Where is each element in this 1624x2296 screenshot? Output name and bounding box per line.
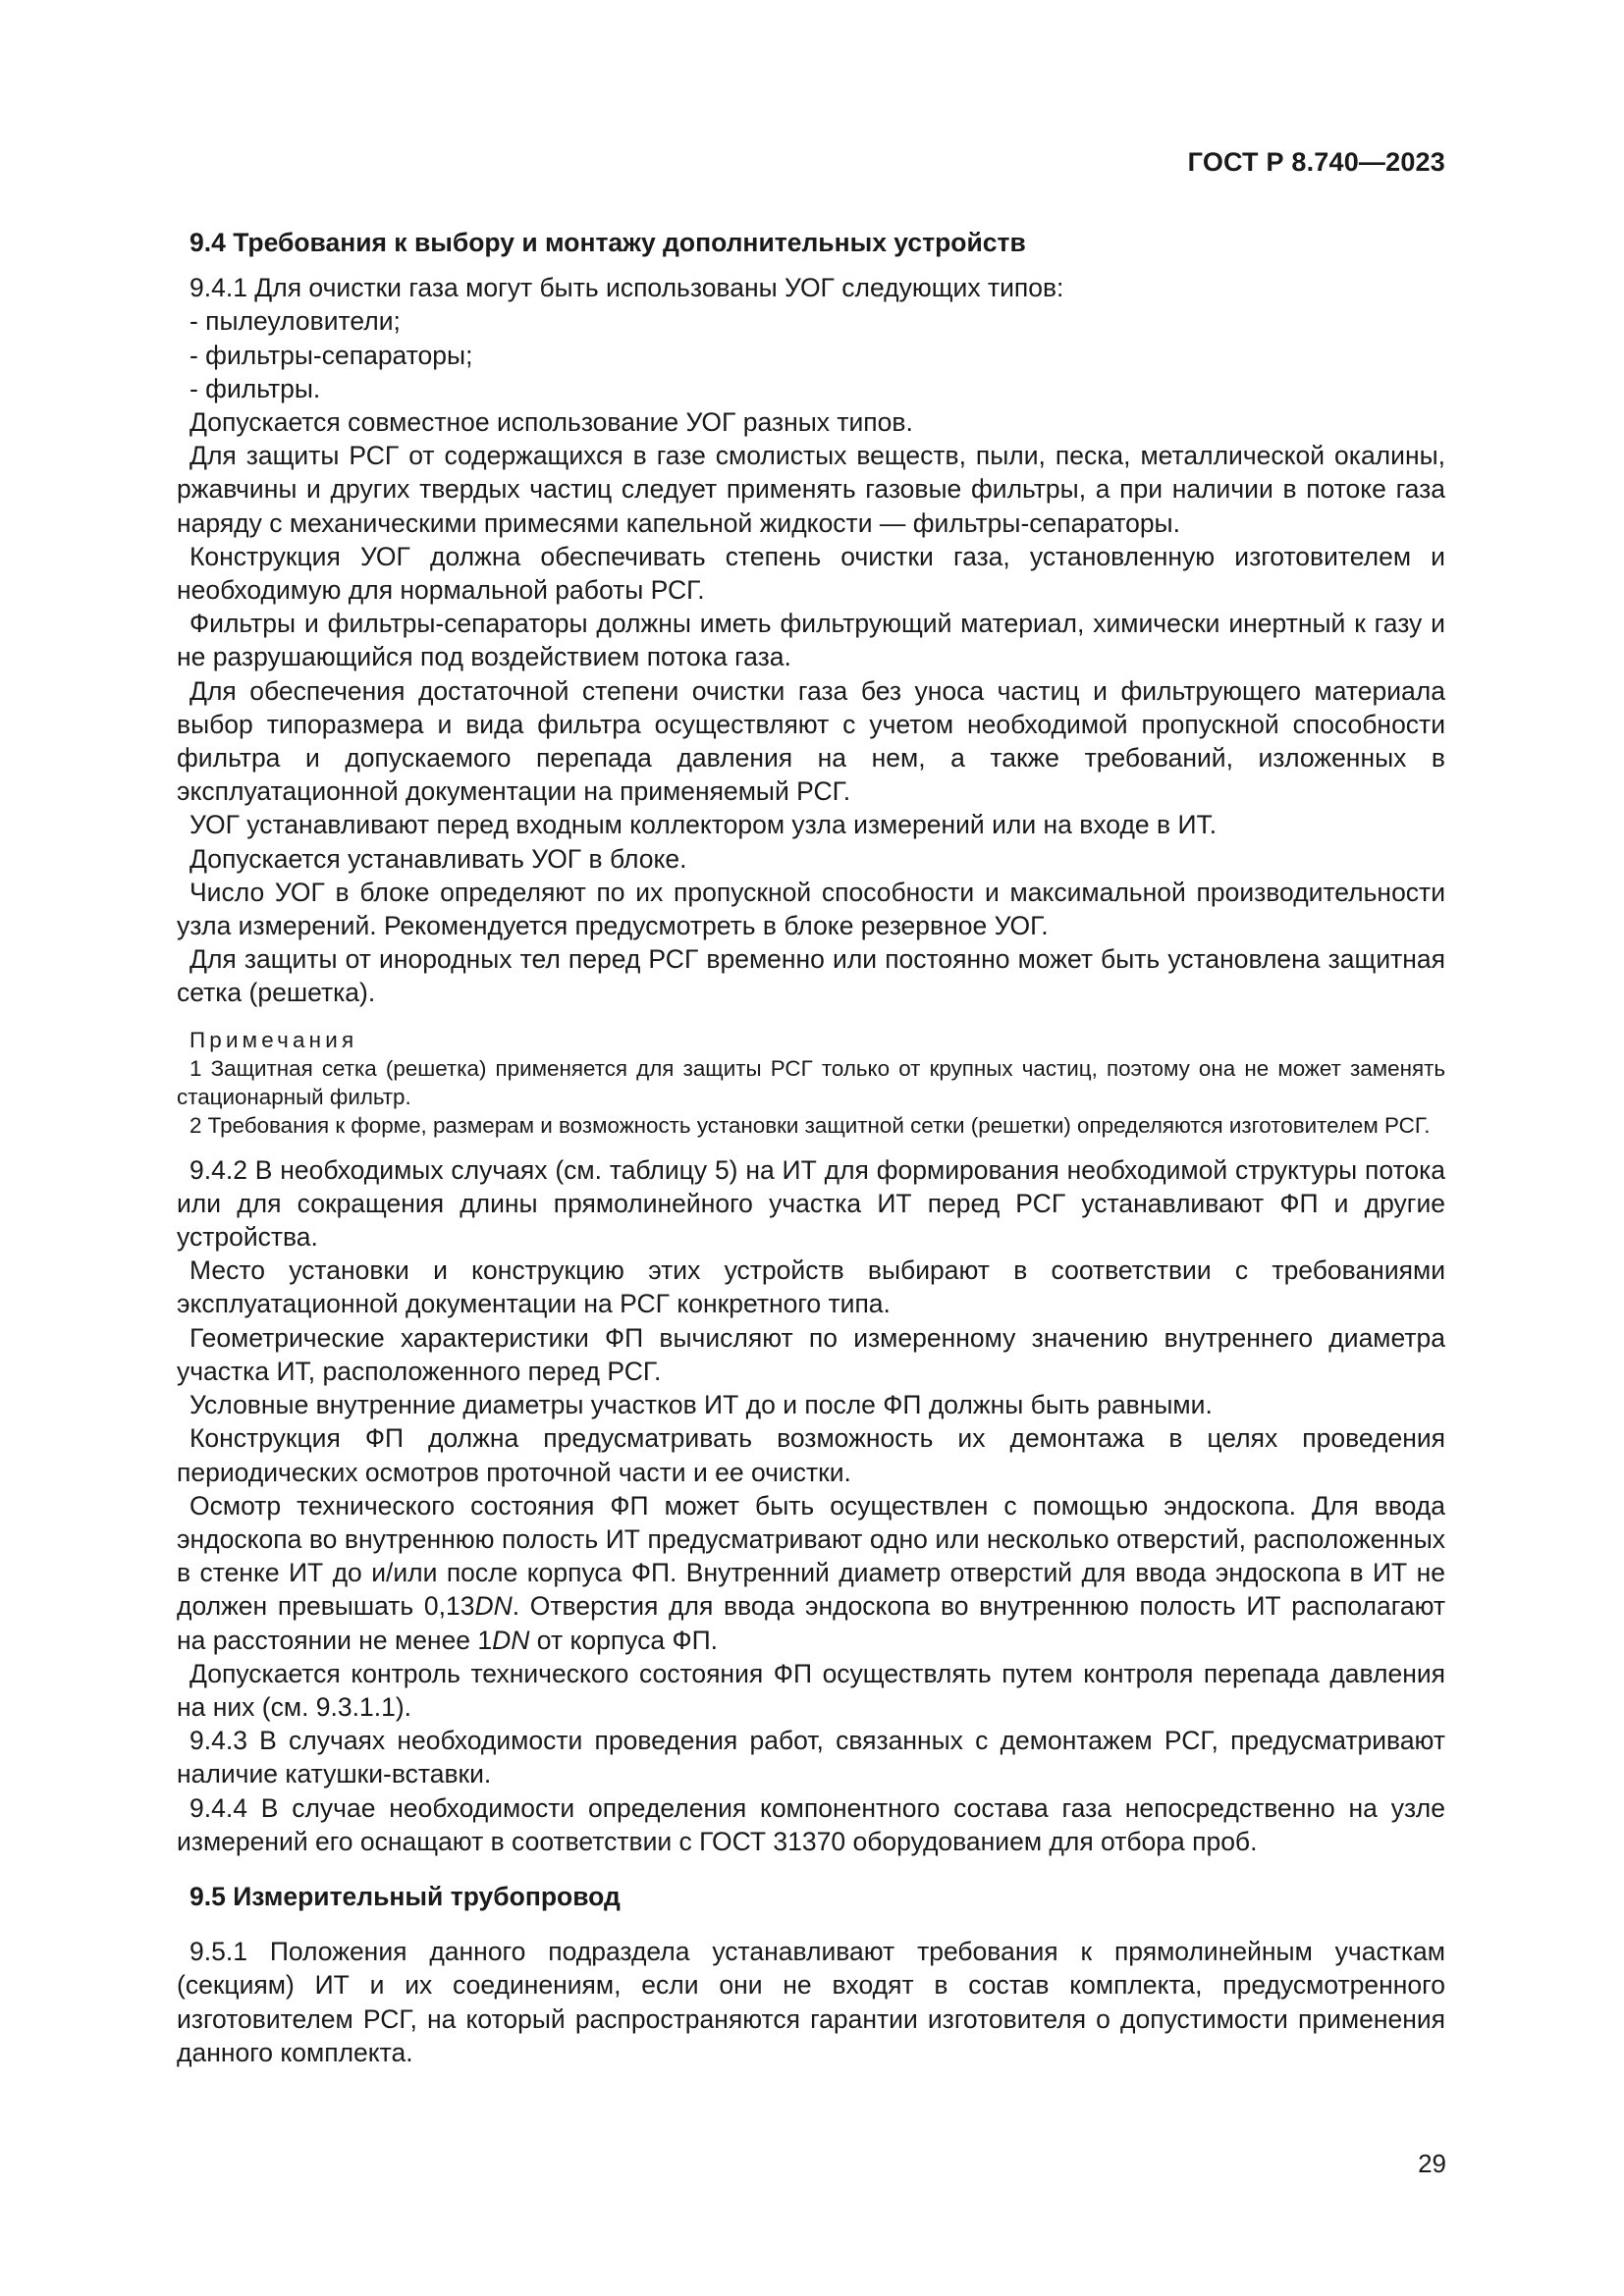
paragraph: Конструкция ФП должна предусматривать возможность их демонтажа в целях проведения периодических осмотров проточной части и ее очистки. xyxy=(177,1423,1445,1487)
paragraph: Допускается контроль технического состояния ФП осуществлять путем контроля перепада давления на них (см. 9.3.1.1). xyxy=(177,1658,1445,1722)
paragraph: Допускается устанавливать УОГ в блоке. xyxy=(189,843,687,874)
list-item: - фильтры-сепараторы; xyxy=(189,340,473,370)
page-number: 29 xyxy=(1418,2149,1446,2178)
list-item: - пылеуловители; xyxy=(189,306,401,337)
text-span: . Отверстия для ввода эндоскопа во внутреннюю полость ИТ располагают на расстоянии не менее 1 xyxy=(177,1591,1445,1655)
paragraph: Фильтры и фильтры-сепараторы должны иметь фильтрующий материал, химически инертный к газу и не разрушающийся под воздействием потока газа. xyxy=(177,609,1445,672)
paragraph-9-5-1: 9.5.1 Положения данного подраздела устанавливают требования к прямолинейным участкам (секциям) ИТ и их соединениям, если они не входят в состав комплекта, предусмотренного изготовителем РСГ, на который распространяются гарантии изготовителя о допустимости применения данного комплекта. xyxy=(177,1937,1445,2067)
paragraph: Число УОГ в блоке определяют по их пропускной способности и максимальной производительности узла измерений. Рекомендуется предусмотреть в блоке резервное УОГ. xyxy=(177,877,1445,941)
paragraph-endoscope xyxy=(177,1489,1445,1657)
paragraph: Допускается совместное использование УОГ разных типов. xyxy=(189,407,913,438)
text-span: Осмотр технического состояния ФП может быть осуществлен с помощью эндоскопа. Для ввода эндоскопа во внутреннюю полость ИТ предусматривают одно или несколько отверстий, расположенных в стенке ИТ до и/или после корпуса ФП. Внутренний диаметр отверстий для ввода эндоскопа в ИТ не должен превышать 0,13 xyxy=(177,1490,1445,1622)
paragraph: Для защиты от инородных тел перед РСГ временно или постоянно может быть установлена защитная сетка (решетка). xyxy=(177,944,1445,1008)
paragraph-9-4-4: 9.4.4 В случае необходимости определения компонентного состава газа непосредственно на узле измерений его оснащают в соответствии с ГОСТ 31370 оборудованием для отбора проб. xyxy=(177,1792,1445,1856)
notes-title: Примечания xyxy=(189,1027,358,1052)
paragraph-9-4-2: 9.4.2 В необходимых случаях (см. таблицу 5) на ИТ для формирования необходимой структуры потока или для сокращения длины прямолинейного участка ИТ перед РСГ устанавливают ФП и другие устройства. xyxy=(177,1154,1445,1253)
paragraph: УОГ устанавливают перед входным коллектором узла измерений или на входе в ИТ. xyxy=(189,810,1218,840)
dn-symbol: DN xyxy=(492,1625,530,1655)
paragraph: Геометрические характеристики ФП вычисляют по измеренному значению внутреннего диаметра участка ИТ, расположенного перед РСГ. xyxy=(177,1322,1445,1386)
paragraph: Условные внутренние диаметры участков ИТ до и после ФП должны быть равными. xyxy=(189,1390,1213,1420)
dn-symbol: DN xyxy=(474,1591,513,1622)
document-code: ГОСТ Р 8.740—2023 xyxy=(1187,147,1445,177)
text-span: от корпуса ФП. xyxy=(529,1625,719,1655)
paragraph-9-4-1: 9.4.1 Для очистки газа могут быть использованы УОГ следующих типов: xyxy=(189,273,1064,303)
paragraph: Место установки и конструкцию этих устройств выбирают в соответствии с требованиями эксплуатационной документации на РСГ конкретного типа. xyxy=(177,1255,1445,1319)
note-item: 2 Требования к форме, размерам и возможность установки защитной сетки (решетки) определяются изготовителем РСГ. xyxy=(189,1112,1431,1138)
paragraph-9-4-3: 9.4.3 В случаях необходимости проведения работ, связанных с демонтажем РСГ, предусматривают наличие катушки-вставки. xyxy=(177,1726,1445,1789)
section-heading-9-5: 9.5 Измерительный трубопровод xyxy=(189,1881,621,1911)
paragraph: Для защиты РСГ от содержащихся в газе смолистых веществ, пыли, песка, металлической окалины, ржавчины и других твердых частиц следует применять газовые фильтры, а при наличии в потоке газа наряду с механическими примесями капельной жидкости — фильтры-сепараторы. xyxy=(177,441,1445,538)
paragraph: Для обеспечения достаточной степени очистки газа без уноса частиц и фильтрующего материала выбор типоразмера и вида фильтра осуществляют с учетом необходимой пропускной способности фильтра и допускаемого перепада давления на нем, а также требований, изложенных в эксплуатационной документации на применяемый РСГ. xyxy=(177,675,1445,807)
page-content xyxy=(177,226,1445,2069)
paragraph: Конструкция УОГ должна обеспечивать степень очистки газа, установленную изготовителем и необходимую для нормальной работы РСГ. xyxy=(177,541,1445,606)
section-heading-9-4: 9.4 Требования к выбору и монтажу дополнительных устройств xyxy=(189,228,1026,257)
notes-block xyxy=(177,1026,1445,1140)
list-item: - фильтры. xyxy=(189,373,321,403)
note-item: 1 Защитная сетка (решетка) применяется для защиты РСГ только от крупных частиц, поэтому она не может заменять стационарный фильтр. xyxy=(177,1055,1445,1109)
